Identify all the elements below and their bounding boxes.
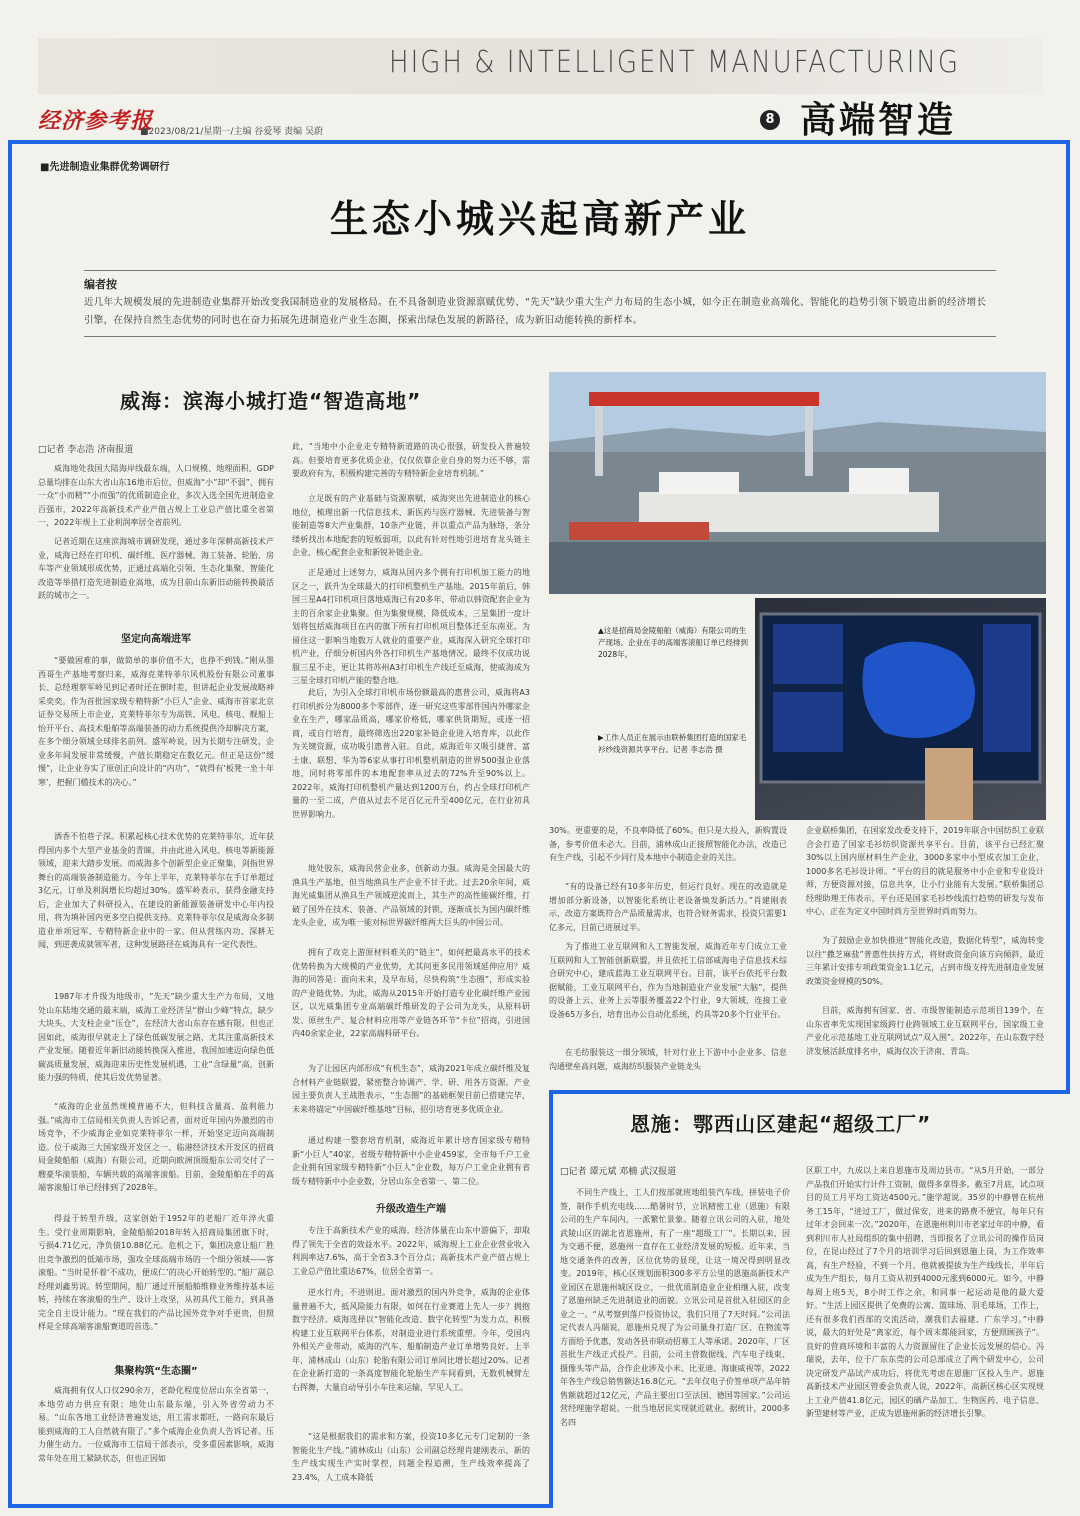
article1-col2-para: 立足既有的产业基础与资源禀赋，威海突出先进制造业的核心地位，梳理出新一代信息技术、新医药与医疗器械、先进装备与智能制造等8大产业集群，10条产业链，并以重点产品为脉络，条分缕析找出本地配套的短板弱项，以此有针对性地引进培育龙头链主企业、核心配套企业和新锐补链企业。 (292, 494, 530, 557)
article1-col2-para: 通过构建一整套培育机制，威海近年累计培育国家级专精特新“小巨人”40家，省级专精特新中小企业459家，全市每千户工业企业拥有国家级专精特新“小巨人”企业数，每万户工业企业拥有省级专精特新中小企业数，分居山东全省第一、第二位。 (292, 1136, 530, 1186)
article1-col3-para: 在毛纺服装这一细分领域，针对行业上下游中小企业多、信息沟通壁垒高问题，威海纺织服装产业链龙头 (549, 1048, 787, 1071)
article1-title: 威海：滨海小城打造“智造高地” (120, 389, 422, 413)
article1-col4-para: 企业联桥集团，在国家发改委支持下，2019年联合中国纺织工业联合会打造了国家毛衫纺织资源共享平台。目前，该平台已经汇聚30%以上国内原材料生产企业，3000多家中小型成衣加工企业，1000多名毛衫设计师。“平台的目的就是服务中小企业和专业设计师，方便资源对接，信息共享，让小行业能有大发展。”联桥集团总经理助理王伟表示，平台还是国家毛衫纱线流行趋势的研发与发布中心，正在为定义中国时尚方至世界时尚而努力。 (806, 826, 1044, 916)
article1-col1-para: “要做困难的事，做简单的事价值不大，也挣不到钱。”刚从墨西哥生产基地考察归来，威海克莱特菲尔风机股份有限公司董事长、总经理蔡军岭见到记者时还在倒时差，但讲起企业发展战略神采奕奕。作为首批国家级专精特新“小巨人”企业、威海市首家北京证券交易所上市企业，克莱特菲尔专为高铁、风电、核电、舰船上怡开平台、高技术船舶等高端装备的动力系统提供冷却解决方案，在多个细分领域全球排名前列。盛军岭说，因为长期专注研发，企业多年间发展非常缓慢，产值长期稳定在数亿元。但正是这份“缓慢”，让企业夯实了原创正向设计的“内功”，“就得有‘板凳一坐十年寒’，把握门槛技术的决心。” (38, 656, 274, 787)
article1-col2-para: 为了让园区内部形成“有机生态”，威海2021年成立碳纤维及复合材料产业链联盟，紧密整合协调产、学、研、用各方资源。产业园主要负责人王战胜表示，“生态圈”的基础框架目前已搭建完毕，未来将锚定“中国碳纤维基地”目标，招引培育更多优质企业。 (292, 1064, 530, 1114)
article1-col1-para: 记者近期在这座滨海城市调研发现，通过多年深耕高新技术产业，威海已经在打印机、碳纤维、医疗器械、海工装备、轮胎、房车等产业领域形成优势，正通过高端化引领、生态化集聚、智能化改造等举措打造先进制造业高地，成为目前山东新旧动能转换最活跃的城市之一。 (38, 537, 274, 600)
masthead-english-title: HIGH & INTELLIGENT MANUFACTURING (389, 45, 960, 81)
highlight-frame-mid (549, 1090, 553, 1508)
article1-col2-para: 此，“当地中小企业走专精特新道路的决心很强，研发投入普遍较高。但要培育更多优质企业，仅仅依靠企业自身的努力还不够，需要政府有为，积极构建完善的专精特新企业培育机制。” (292, 442, 530, 478)
editor-note-label: 编者按 (84, 278, 117, 291)
display-screen-illustration (755, 598, 1046, 820)
series-tag: ■先进制造业集群优势调研行 (40, 162, 170, 173)
article2-byline: □记者 谭元斌 邓楠 武汉报道 (560, 1167, 677, 1177)
article1-col2-para: 此后，为引入全球打印机市场份额最高的惠普公司，威海将A3打印机拆分为8000多个零部件，逐一研究这些零部件国内外哪家企业在生产，哪家品质高，哪家价格低，哪家供货期短，或逐一招商，或自行培育，最终筛选出220家补链企业进入培育库，以此作为关键资源，成功吸引惠普入驻。自此，威海近年又吸引捷普、富士康、联想、华为等6家从事打印机整机制造的世界500强企业落地，同时将零部件的本地配套率从过去的72%升至90%以上。2022年，威海打印机整机产量达到1200万台，约占全球打印机产量的一至二成，产值从过去不足百亿元升至400亿元，在行业初具世界影响力。 (292, 688, 530, 819)
divider (84, 336, 996, 337)
paper-logo: 经济参考报 (38, 108, 154, 134)
platform-photo (755, 598, 1046, 820)
article1-col2-para: 地处胶东，威海民营企业多，创新动力强。威海是全国最大的渔具生产基地，但当地渔具生产企业不甘于此。过去20余年间，威海光威集团从渔具生产领域逆流而上，其生产的高性能碳纤维，打破了国外在技术、装备、产品领域的封锁，逐渐成长为国内碳纤维龙头企业，成为唯一能对标世界碳纤维两大巨头的中国公司。 (292, 864, 530, 927)
article1-col2-para: 逆水行舟，不进则退。面对激烈的国内外竞争，威海的企业体量普遍不大，抵风险能力有限，如何在行业赛道上先人一步？拥抱数字经济。威海选择以“智能化改造、数字化转型”为发力点，积极构建工业互联网平台体系，对制造业进行系统重塑。今年，受国内外相关产业带动，威海的汽车、船舶制造产业订单增势良好。上半年，浦林成山（山东）轮胎有限公司订单同比增长超过20%。记者在企业新打造的一条高度智能化轮胎生产车间看到，无数机械臂左右挥舞，大量自动导引小车往来运输，罕见人工。 (292, 1288, 530, 1392)
section-title: 高端智造 (800, 100, 957, 141)
highlight-frame-step (549, 1090, 1070, 1094)
article1-col2-para: “这是根据我们的需求和方案，投资10多亿元专门定制的一条智能化生产线。”浦林成山（山东）公司副总经理肖建刚表示，新的生产线实现生产实时掌控，问题全程追溯，生产线效率提高了23.4%，人工成本降低 (292, 1432, 530, 1482)
article1-col3-para: “有的设备已经有10多年历史，但运行良好。现在的改造就是增加部分新设备，以智能化系统让老设备焕发新活力。”肖建刚表示，改造方案既符合产品质量需求，也符合财务需求，投资只需要1亿多元，目前已进展过半。 (549, 882, 787, 932)
article1-col1-para: 威海拥有仅人口仅290余万，老龄化程度位居山东全省第一，本地劳动力供应有限；地处山东最东端，引入外省劳动力不易。“山东各地工业经济普遍发达，用工需求都旺，一路向东最后能到威海的工人自然就有限了。”多个威海企业负责人告诉记者。压力催生动力。一位威海市工信局干部表示，受多重因素影响，威海常年处在用工紧缺状态，但也正因如 (38, 1386, 274, 1463)
article1-col1-para: “威海的企业虽然规模普遍不大，但科技含量高、盈利能力强。”威海市工信局相关负责人告诉记者，面对近年国内外激烈的市场竞争，不少威海企业如克莱特菲尔一样，开始坚定迈向高端制造。位于威海三大国家级开发区之一、临港经济技术开发区的招商局金陵船舶（威海）有限公司，近期向欧洲顶级船东公司交付了一艘豪华滚装船，车辆共载的高端客滚船。目前，金陵船舶在手的高端客滚船订单已经排到了2028年。 (38, 1102, 274, 1192)
page-number: 8 (760, 110, 780, 130)
section-heading: 坚定向高端进军 (121, 634, 191, 645)
article2-col1-text: 不同生产线上，工人们按部就班地组装汽车线，拼装电子价签，制作手机充电线……酷暑时节，立讯精密工业（恩施）有限公司的生产车间内，一派繁忙景象。随着立讯公司的入驻，地处武陵山区的湖北省恩施州，有了一座“超级工厂”。长期以来，因为交通不便，恩施州一直存在工业经济发展的短板。近年来，当地交通条件的改善，区位优势的显现，让这一境况得到明显改变。2019年，核心区规划面积300多平方公里的恩施高新技术产业园区在恩施州城区设立，一批优质制造业企业相继入驻，改变了恩施州缺乏先进制造业的面貌。立讯公司是首批入驻园区的企业之一。“从考察到落户投资协议，我们只用了7天时间。”公司法定代表人冯瑞说，恩施州兑现了为公司量身打造厂区、在物流等方面给予优惠，发动各县市联动招募工人等承诺。2020年，厂区首批生产线正式投产。目前，公司主营数据线、汽车电子线束、摄像头等产品，合作企业涉及小米、比亚迪、海康威视等，2022年各生产线总销售额达16.8亿元。“去年仅电子价签单项产品年销售额就超过12亿元，产品主要出口至法国、德国等国家。”公司运营经理施学超说。一批当地居民实现就近就业。据统计，2000多名四 (560, 1188, 790, 1427)
section-heading: 升级改造生产端 (376, 1204, 446, 1215)
shipyard-photo (549, 372, 1046, 594)
photo1-caption: ▲这是招商局金陵船舶（威海）有限公司的生产现场。企业在手的高端客滚船订单已经排到2028年。 (598, 626, 748, 659)
article1-col4-para: 目前，威海拥有国家、省、市级智能制造示范项目139个，在山东省率先实现国家级跨行业跨领域工业互联网平台，国家级工业产业化示范基地工业互联网试点“双入围”。2022年，在山东数字经济发展活跃度排名中，威海仅次于济南、青岛。 (806, 1006, 1044, 1056)
article1-col1-para: 酒香不怕巷子深。积累起核心技术优势的克莱特菲尔，近年获得国内多个大型产业基金的青睐，并由此进入风电、核电等新能源领域，迎来大踏步发展。而威海多个创新型企业正聚集，剑指世界舞台的高端装备制造能力。今年上半年，克莱特菲尔在手订单超过3亿元，订单及利润增长均超过30%。盛军岭表示，获得金融支持后，企业加大了科研投入，在建设的新能源装备研发中心年内投用，将为填补国内更多空白提供支持。克莱特菲尔仅是威海众多制造业单项冠军、专精特新企业中的一家。但从营练内功、深耕无闻，到逆袭成就领军者，这种发展路径在威海具有一定代表性。 (38, 832, 274, 949)
article1-col1-para: 1987年才升级为地级市，“先天”缺少重大生产力布局，又地处山东陆地交通的最末端，威海工业经济呈“群山少峰”特点，缺少大块头、大支柱企业“压仓”，在经济大省山东存在感有限。但也正因如此，威海很早就走上了绿色低碳发展之路，尤其注重高新技术产业发展。随着近年新旧动能转换深入推进，我国加速迈向绿色低碳高质量发展，威海迎来历史性发展机遇，工业“含绿量”高，创新能力强的特质，使其后发优势显著。 (38, 992, 274, 1082)
article1-col1-para: 威海地处我国大陆海岸线最东端，人口规模、地理面积、GDP总量均排在山东大省山东16地市后位，但威海“小”却“不弱”，拥有一众“小而精”“小而强”的优质制造企业，多次入选全国先进制造业百强市，2022年高新技术产业产值占规上工业总产值比重全省第一，2022年规上工业利润率居全省前列。 (38, 464, 274, 527)
article1-col3-para: 30%。更重要的是，不良率降低了60%。但只是大投入，新购置设备，参考价值未必大。目前，浦林成山正接照智能化办法，改造已有生产线，引起不少同行及本地中小制造企业的关注。 (549, 826, 787, 862)
headline: 生态小城兴起高新产业 (329, 197, 750, 241)
dateline: ■2023/08/21/星期一/主编 谷爱琴 责编 吴蔚 (140, 127, 324, 137)
highlight-frame-left (8, 1090, 12, 1508)
article1-byline: □记者 李志浩 济南报道 (38, 445, 134, 455)
article1-col2-para: 拥有了攻克上游原材料难关的“链主”，如何把最高水平的技术优势转换为大规模的产业优势，尤其问更多民用领域延伸应用？威海的回答是：面向未来，及早布局，尽快构筑“生态圈”，形成实验的产业链优势。为此，威海从2015年开始打造专业化碳纤维产业园区，以光威集团专业高端碳纤维研发的子公司为龙头，从原料研发、原丝生产、复合材料应用等产业链各环节“卡位”招商，引进国内40余家企业，22家高端科研平台。 (292, 948, 530, 1038)
article1-col1-para: 得益于转型升级，这家创始于1952年的老船厂近年淬火重生。受行业周期影响，金陵船舶2018年转入招商局集团旗下时，亏损4.71亿元，净负债10.88亿元。危机之下，集团决意让船厂胜出竞争激烈的低端市场，强攻全球高端市场的一个细分领域——客滚船。“当时是怀着‘不成功，便成仁’的决心开始转型的。”船厂副总经理刘鑫男说。转型期间，船厂通过开展船舶维修业务维持基本运转，持续在客滚船的生产、设计上攻坚，从初具代工能力，到具备完全自主设计能力。“现在我们的产品比国外竞争对手更贵，但照样是全球高端客滚船赛道的首选。” (38, 1214, 274, 1331)
article2-col2-text: 区职工中，九成以上来自恩施市及周边县市。“从5月开始，一部分产品我们开始实行计件工资制，做得多拿得多。截至7月底，试点项目的员工月平均工资达4500元。”施学超说。35岁的中静曾在杭州务工15年，“进过工厂，做过保安，进来的路费不便宜，每年只有过年才会回来一次。”2020年，在恩施州利川市老家过年的中静，看到利川市人社局组织的集中招聘，当即报名了立讯公司的操作员岗位，在昆山经过了7个月的培训学习后回到恩施上岗，为工作效率高，有生产经验，不到一个月，他就被提拔为生产线线长，半年后成为生产组长，每月工资从初到4000元涨到6000元。如今，中静每周上班5天，8小时工作之余，和同事一起运动是他的最大爱好。“生活上园区提供了免费的公寓、篮球场、羽毛球场，工作上，还有很多我们西部的交流活动，潮我们去福建、广东学习。”中静说，最大的好处是“离家近，每个周末都能回家，方便照顾孩子”。良好的营商环境和丰富的人力资源留住了企业长远发展的信心。冯瑞说，去年，位于广东东莞的公司总部成立了两个研发中心，公司决定研发产品试产成功后，将优先考虑在恩施厂区投入生产。恩施高新技术产业园区管委会负责人说，2022年，高新区核心区实现规上工业产值41.8亿元，园区的硒产品加工、生物医药、电子信息、新型建材等产业，正成为恩施州新的经济增长引擎。 (806, 1166, 1044, 1418)
highlight-frame-bottom (8, 1504, 553, 1508)
editor-note-text: 近几年大规模发展的先进制造业集群开始改变我国制造业的发展格局。在不具备制造业资源禀赋优势、“先天”缺少重大生产力布局的生态小城，如今正在制造业高端化、智能化的趋势引领下锻造出新的经济增长引擎，在保持自然生态优势的同时也在奋力拓展先进制造业产业生态圈，探索出绿色发展的新路径，成为新旧动能转换的新样本。 (84, 297, 987, 326)
article1-col4-para: 为了鼓励企业加快推进“智能化改造，数据化转型”，威海转变以往“撒芝麻盐”普惠性扶持方式，将财政资金向该方向倾斜，最近三年累计安排专项政策资金1.1亿元，占到市级支持先进制造业发展政策资金规模的50%。 (806, 936, 1044, 986)
section-heading: 集聚构筑“生态圈” (114, 1366, 198, 1377)
article1-col2-para: 正是通过上述努力，威海从国内多个拥有打印机加工能力的地区之一，跃升为全球最大的打印机整机生产基地。2015年前后，韩国三星A4打印机项目落地威海已有20多年，带动以韩资配套企业为主的百余家企业集聚。但为集聚规模，降低成本，三星集团一度计划将包括威海项目在内的旗下所有打印机项目整体迁至东南亚。为留住这一影响当地数万人就业的重要产业，威海深入研究全球打印机产业，仔细分析国内外各打印机生产基地情况。最终不仅成功说服三星不走，更让其将苏州A3打印机生产线迁至威海，使威海成为三星全球打印机产能的整合地。 (292, 568, 530, 685)
article1-col3-para: 为了推进工业互联网和人工智能发展，威海近年专门成立工业互联网和人工智能创新联盟，并且依托工信部威海电子信息技术综合研究中心，建成蓝海工业互联网平台。目前，该平台依托平台数据赋能，工业互联网平台，作为当地制造业产业发展“大脑”，提供的设备上云、业务上云等服务覆盖22个行业，9大领域，连接工业设备65万多台，培育出办公自动化系统，约具等20多个行业平台。 (549, 942, 787, 1019)
article1-col2-para: 专注于高新技术产业的威海，经济体量在山东中游偏下，却取得了领先于全省的效益水平。2022年，威海规上工业企业营业收入利润率达7.6%，高于全省3.3个百分点；高新技术产业产值占规上工业总产值比重达67%，位居全省第一。 (292, 1226, 530, 1276)
photo2-caption: ▶工作人员正在展示由联桥集团打造的国家毛衫纱线资源共享平台。记者 李志浩 摄 (598, 733, 747, 754)
article2-title: 恩施：鄂西山区建起“超级工厂” (630, 1112, 932, 1136)
shipyard-illustration (549, 372, 1046, 594)
divider (84, 270, 996, 271)
